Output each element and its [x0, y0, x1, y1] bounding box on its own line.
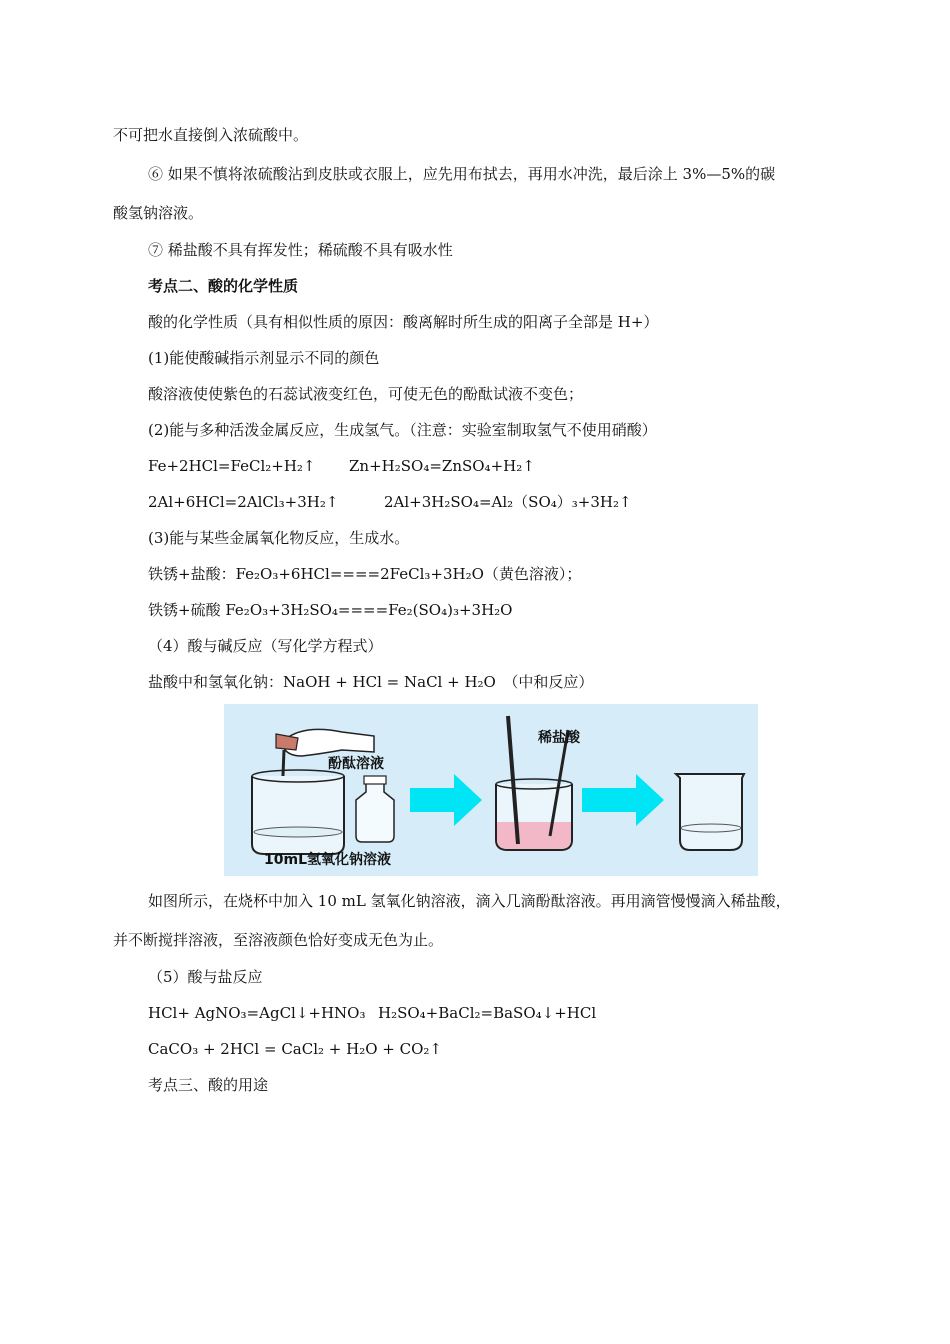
equation: 2Al+3H₂SO₄=Al₂（SO₄）₃+3H₂↑	[384, 493, 632, 511]
text-line: 不可把水直接倒入浓硫酸中。	[113, 126, 309, 144]
equation: HCl+ AgNO₃=AgCl↓+HNO₃	[148, 1004, 366, 1022]
equation: 铁锈+硫酸 Fe₂O₃+3H₂SO₄====Fe₂(SO₄)₃+3H₂O	[148, 601, 513, 619]
arrow-right-icon	[582, 774, 664, 826]
solution-surface	[254, 827, 342, 837]
text-line: 盐酸中和氢氧化钠：NaOH + HCl = NaCl + H₂O （中和反应）	[148, 673, 594, 691]
text-line: 酸的化学性质（具有相似性质的原因：酸离解时所生成的阳离子全部是 H+）	[148, 313, 659, 331]
beaker-naoh	[252, 776, 344, 854]
text-line: (2)能与多种活泼金属反应，生成氢气。（注意：实验室制取氢气不使用硝酸）	[148, 421, 657, 439]
label-naoh: 10mL氢氧化钠溶液	[264, 852, 391, 868]
text-line: (3)能与某些金属氧化物反应，生成水。	[148, 529, 410, 547]
equation: CaCO₃ + 2HCl = CaCl₂ + H₂O + CO₂↑	[148, 1040, 442, 1058]
equation: Zn+H₂SO₄=ZnSO₄+H₂↑	[349, 457, 535, 475]
experiment-illustration	[224, 704, 758, 876]
text-line: （5）酸与盐反应	[148, 968, 263, 986]
equation: 铁锈+盐酸：Fe₂O₃+6HCl====2FeCl₃+3H₂O（黄色溶液）；	[148, 565, 582, 583]
text-line: (1)能使酸碱指示剂显示不同的颜色	[148, 349, 380, 367]
text-line: 考点三、酸的用途	[148, 1076, 269, 1094]
equation: Fe+2HCl=FeCl₂+H₂↑	[148, 457, 316, 475]
beaker-neutral	[676, 774, 744, 850]
equation: H₂SO₄+BaCl₂=BaSO₄↓+HCl	[378, 1004, 597, 1022]
indicator-bottle	[356, 782, 394, 842]
label-hcl: 稀盐酸	[538, 730, 580, 746]
label-phenolphthalein: 酚酞溶液	[328, 756, 384, 772]
text-line: ⑦ 稀盐酸不具有挥发性；稀硫酸不具有吸水性	[148, 241, 453, 259]
bottle-cap	[364, 776, 386, 784]
text-line: 酸氢钠溶液。	[113, 204, 204, 222]
pink-solution	[497, 822, 571, 849]
text-line: 并不断搅拌溶液，至溶液颜色恰好变成无色为止。	[113, 931, 444, 949]
text-line: 酸溶液使使紫色的石蕊试液变红色，可使无色的酚酞试液不变色；	[148, 385, 584, 403]
text-line: 如图所示，在烧杯中加入 10 mL 氢氧化钠溶液，滴入几滴酚酞溶液。再用滴管慢慢滴入稀盐酸，	[148, 892, 791, 910]
arrow-right-icon	[410, 774, 482, 826]
equation: 2Al+6HCl=2AlCl₃+3H₂↑	[148, 493, 339, 511]
section-heading: 考点二、酸的化学性质	[148, 277, 299, 295]
text-line: ⑥ 如果不慎将浓硫酸沾到皮肤或衣服上，应先用布拭去，再用水冲洗，最后涂上 3%—5%的碳	[148, 165, 776, 183]
text-line: （4）酸与碱反应（写化学方程式）	[148, 637, 383, 655]
experiment-figure	[224, 704, 758, 876]
